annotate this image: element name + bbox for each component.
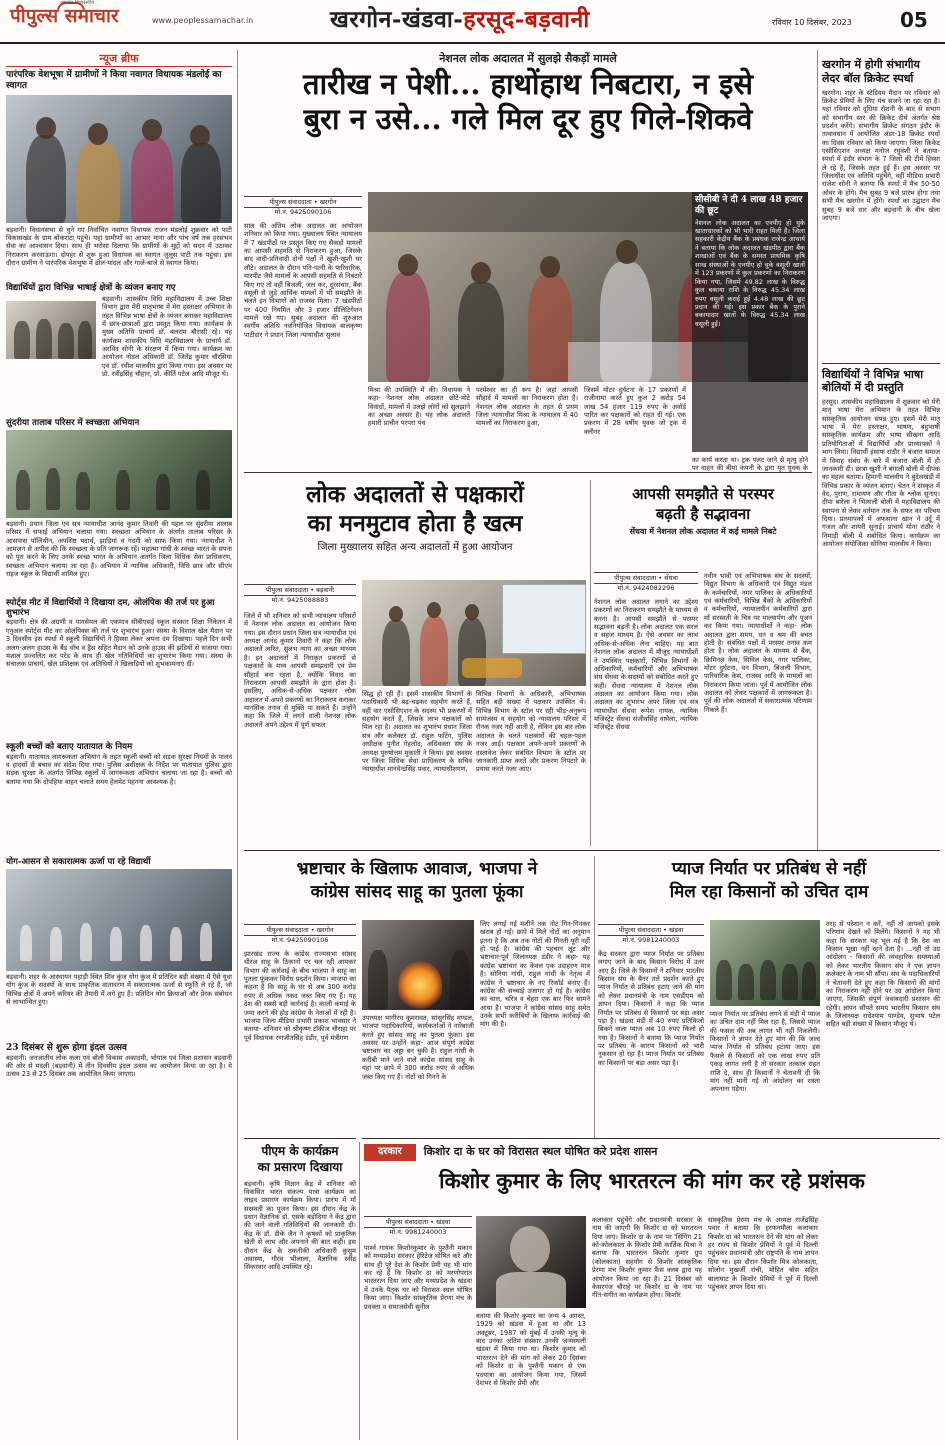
kishore-col-2: बताया की किशोर कुमार का जन्म 4 अगस्त, 1929 को खंडवा में हुआ था और 13 अक्टूबर, 1987 को मुंबई में उनकी मृत्यु के बाद उनका अंतिम संस्कार उनकी जन्मस्थली खंडवा में किया गया था। किशोर कुमार को भारतरत्न देने की मांग को लेकर 20 दिसंबर को किशोर दा के पुश्तैनी मकान से एक पदयात्रा का आयोजन किया गया, जिसमें देशभर से किशोर प्रेमी और [476, 1312, 586, 1387]
brief-5-headline: स्कूली बच्चों को बताए यातायात के नियम [6, 742, 133, 753]
onion-headline-line-1: प्याज निर्यात पर प्रतिबंध से नहीं [671, 859, 867, 879]
cricket-body: खरगोन। शहर के स्टेडियम मैदान पर रविवार को क्रिकेट प्रेमियों के लिए मंच सजने जा रहा रहा है। यहां रविवार को दूधिया रोशनी के बाद से संभाग को संभागीय स्तर की क्रिकेट दीर्घ अंतर्गत श्रेष्ठ प्रदर्शन करेंगे। संभागीय क्रिकेट संगठन इंदौर के तत्वावधान में आयोजित अंडर-18 क्रिकेट स्पर्धा का दिवस रविवार को किया जाएगा। जिला क्रिकेट एसोसिएशन अध्यक्ष मनोज रघुवंशी ने बताया- स्पर्धा में इंदौर संभाग के 7 जिलों की टीमें हिस्सा ले रहे हैं, जिसके तहत हुई हैं। इस अवसर पर जिलाधीश एवं अतिथि पहुंचेंगे, वहीं मीडिया प्रभारी राजेश सोनी ने बताया कि स्पर्धा में मैच 50-50 ओवर के होंगे। मैच सुबह 9 बजे प्रारंभ होगा तथा सभी मैच खरगोन में होंगे। स्पर्धा का उद्घाटन मैच सुबह 9 बजे धार और बड़वानी के बीच खेला जाएगा। [822, 88, 940, 222]
bjp-col-3: लिए लगाई गई मशीनें तक नोट गिन-गिनकर खराब हो गईं। छापे में मिले नोटों का अनुमान इतना है कि अब तक नोटों की गिनती पूरी नहीं हो पाई है। कांग्रेस की पहचान लूट और भ्रष्टाचार-पूर्व जिलाध्यक्ष डंडीर ने कहा- यह कांग्रेस भ्रष्टाचार का केवल एक उदाहरण मात्र है। सोनिया गांधी, राहुल गांधी के नेतृत्व में कांग्रेस ने भ्रष्टाचार के नए रिकॉर्ड बनाए हैं। कांग्रेस की सच्चाई उजागर हो गई है। कांग्रेस का चाल, चरित्र व चेहरा एक बार फिर सामने आया है। भाजपा ने कांग्रेस सांसद साहू समेत उनके सभी करीबियों के खिलाफ कार्रवाई की मांग की है। [480, 920, 590, 1029]
brief-6-body: बड़वानी। शहर के आस्थायन पहाड़ी स्थित शिव कुंज योग कुंज में प्रतिदिन बड़ी संख्या में ऐसे युवा योग कुंज के सदस्यों के साथ प्राकृतिक वातावरण में सकारात्मक ऊर्जा से स्फूर्ति ले रहे हैं, जो विभिन्न क्षेत्रों में अपने करियर की तैयारी में लगे हुए हैं। प्रतिदिन योग क्रियाओं और प्रेरक संबोधन से लाभान्वित हुए। [6, 972, 232, 1006]
sendhwa-reporter: पीपुल्स संवाददाता • सेंधवा [594, 572, 698, 584]
kishore-phone: मो.नं. 9981240003 [389, 1228, 447, 1237]
brand-tagline: आपका विश्वसनीय [60, 0, 95, 6]
farmers-photo [710, 920, 820, 1006]
kishore-tag: दरकार [364, 1144, 416, 1161]
barwani-photo [362, 580, 586, 686]
kishore-headline: किशोर कुमार के लिए भारतरत्न की मांग कर रहे प्रशंसक [439, 1167, 865, 1193]
kishore-story [364, 1144, 940, 1195]
box-headline: सीसीबी ने दी 4 लाख 48 हजार की छूट [695, 195, 803, 216]
barwani-byline [244, 584, 356, 605]
bjp-col-1: झारखंड राज्य के कांग्रेस राज्यसभा सांसद धीरज साहू के ठिकानों पर चल रही आयकर विभाग की कार्रवाई के बीच भाजपा ने साहू का पुतला फूंककर विरोध प्रदर्शन किया। भाजपा का कहना है कि साहू के घर से अब 300 करोड़ रुपए से अधिक नकद जब्त किए गए हैं। यह देश की सबसे बड़ी कार्रवाई है। काली कमाई के जमा करने की होड़ कांग्रेस के नेताओं में रही है। भाजपा जिला मीडिया प्रभारी प्रकाश भावसार ने बताया- शनिवार को श्रीकृष्ण टॉकीज चौराहा पर पूर्व विधायक रणजीतसिंह डंडीर, पूर्व मंत्रीगण [244, 950, 356, 1042]
kishore-col-1: पार्श्व गायक किशोरकुमार के पुश्तैनी मकान को मध्यप्रदेश सरकार हेरिटेज घोषित करे और साथ ही पूरे देश के किशोर प्रेमी यह भी मांग कर रहे हैं कि किशोर दा को मरणोपरांत भारतरत्न दिया जाए और मध्यप्रदेश के खंडवा में उनके पैतृक घर को विरासत स्थल घोषित किया जाए। किशोर सांस्कृतिक प्रेरणा मंच के प्रवक्ता व समाजसेवी सुनील [364, 1244, 472, 1311]
news-brief-label: न्यूज ब्रीफ [6, 52, 232, 67]
website[interactable]: www.peoplessamachar.in [152, 16, 254, 25]
lead-headline-line-2: बुरा न उसे... गले मिल दूर हुए गिले-शिकवे [303, 102, 753, 137]
right-column [822, 58, 940, 788]
lead-col-2: मिश्रा की उपस्थिति में की। विधायक ने कहा- नेशनल लोक अदालत छोटे-मोटे विवादों, मामलों में उलझे लोगों को सुलझाने का अच्छा अवसर है। यह लोक अदालतें हमारी प्राचीन परंपरा पंच [368, 386, 470, 428]
section-divider [244, 1138, 356, 1139]
kishore-kicker: किशोर दा के घर को विरासत स्थल घोषित करे प्रदेश शासन [423, 1145, 658, 1159]
page-number: 05 [900, 8, 928, 32]
pm-program-story [244, 1144, 356, 1420]
onion-phone: मो.नं. 9981240003 [622, 936, 680, 945]
kishore-kumar-photo [476, 1216, 586, 1308]
brief-7-body: बड़वानी। जनजातीय लोक कला एवं बोली विकास अकादमी, भोपाल एवं जिला प्रशासन बड़वानी की ओर से मदली (बड़वानी) में तीन दिवसीय इंदल उत्सव का आयोजन किया जा रहा है। ये उत्सव 23 से 25 दिसंबर तक आयोजित किया जाएगा। [6, 1053, 232, 1079]
barwani-headline-line-2: का मनमुटाव होता है खत्म [307, 510, 523, 538]
brief-2-body: बड़वानी। शासकीय विधि महाविद्यालय में उच्च शिक्षा विभाग द्वारा मेरी मातृभाषा में मेरा हस्ताक्षर अभियान के तहत विभिन्न भाषा क्षेत्रों के व्यंजन बनाकर महाविद्यालय में छात्र-छात्राओं द्वारा प्रस्तुत किया गया। कार्यक्रम के मुख्य अतिथि प्राचार्य डॉ. बलराम बौरासी रहे। यह कार्यक्रम शासकीय विधि महाविद्यालय के प्राचार्य डॉ. अरविंद सोनी के संरक्षण में किया गया। कार्यक्रम का आयोजन नोडल अधिकारी डॉ. जितेंद्र कुमार चौरसिया एवं डॉ. रवीश मालवीय द्वारा किया गया। इस अवसर पर प्रो. रवींद्रसिंह चौहान, प्रो. कीर्ति पटेल आदि मौजूद थे। [102, 294, 232, 379]
masthead [0, 0, 945, 44]
cricket-headline: खरगोन में होगी संभागीय लेदर बॉल क्रिकेट स्पर्धा [822, 58, 920, 85]
harsud-headline: विद्यार्थियों ने विभिन्न भाषा बोलियों में दी प्रस्तुति [822, 367, 924, 395]
column-divider [359, 1142, 360, 1440]
brief-3-body: बड़वानी। प्रधान जिला एवं सत्र न्यायाधीश आनंद कुमार तिवारी की पहल पर सुंदरीया तालाब परिसर में सफाई अभियान चलाया गया। स्वच्छता अभियान के अंतर्गत तालाब परिसर के आसपास पॉलिथीन, अपशिष्ट पदार्थ, झाड़ियां व गंदगी को साफ किया गया। न्यायाधीश ने आमजन से अपील की कि स्वच्छता के प्रति जागरूक रहें। महात्मा गांधी के स्वच्छ भारत के सपना को पूरा करने के लिए उनके स्वच्छ भारत के अभियान अंतर्गत जिला विधिक सेवा प्राधिकरण, स्वच्छता अभियान चलाया जा रहा है। अभियान में न्यायिक अधिकारी, विधि छात्र और सीएम राइज स्कूल के विद्यार्थी शामिल हुए। [6, 520, 232, 579]
brief-3-photo [6, 430, 232, 518]
column-divider [594, 856, 595, 1138]
sendhwa-subhead: सेंधवा में नेशनल लोक अदालत में कई मामले निबटे [629, 526, 777, 536]
column-divider [237, 50, 238, 1440]
brief-6-headline: योग-आसन से सकारात्मक ऊर्जा पा रहे विद्यार्थी [6, 856, 151, 867]
brief-3-headline: सुंदरीया तालाब परिसर में स्वच्छता अभियान [6, 417, 140, 428]
bjp-col-2: उपाध्यक्ष भागीरथ कुमरावत, सांसुरसिंह मण्डल, भाजपा पदाधिकारियों, कार्यकर्ताओं ने नारेबाजी करते हुए सांसद साहू का पुतला फूंका। इस अवसर पर उन्होंने कहा- आज संपूर्ण कांग्रेस भ्रष्टाचार का अड्डा बन चुकी है। राहुल गांधी के करीबी माने जाने वाले कांग्रेस सांसद साहू के यहां पर छापे में 300 करोड़ रुपए से अधिक जब्त किए गए हैं। नोटों को गिनने के [362, 1014, 474, 1081]
bjp-story [244, 858, 590, 904]
bjp-byline [244, 924, 356, 945]
lead-phone: मो.नं. 9425090106 [274, 208, 332, 217]
kishore-col-4: सांस्कृतिक प्रेरणा मंच के अध्यक्ष राजेंद्रसिंह पवार ने बताया कि हरफनमौला कलाकार किशोर दा को भारतरत्न देने की मांग को लेकर हर राज्य से किशोर प्रेमियों ने पूर्व में दिल्ली पहुंचकर प्रधानमंत्री और राष्ट्रपति के नाम ज्ञापन दिया था। इस दौरान किशोर मित्र कोलकाता, सोलोन मुखर्जी रांची, मोहित बोस सहित बालाघाट के किशोर प्रेमियों ने पूर्व में दिल्ली पहुंचकर ज्ञापन दिया था। [708, 1216, 818, 1291]
pm-headline-line-1: पीएम के कार्यक्रम [261, 1144, 339, 1158]
section-divider [244, 850, 940, 851]
sendhwa-phone: मो.नं. 9424082296 [617, 584, 675, 593]
bjp-reporter: पीपुल्स संवाददाता • खरगोन [244, 924, 356, 936]
bjp-headline-line-2: कांग्रेस सांसद साहू का पुतला फूंका [310, 882, 524, 903]
bjp-phone: मो.नं. 9425090106 [271, 936, 329, 945]
brand-logo: पीपुल्स समाचार [10, 5, 119, 27]
pm-headline-line-2: का प्रसारण दिखाया [257, 1159, 343, 1174]
lead-headline-line-1: तारीख न पेशी... हाथोंहाथ निबटारा, न इसे [303, 67, 753, 102]
lead-kicker: नेशनल लोक अदालत में सुलझे सैकड़ों मामले [439, 52, 617, 65]
lead-reporter: पीपुल्स संवाददाता • खरगोन [244, 196, 362, 208]
brief-6-photo [6, 869, 232, 971]
region-title-a: खरगोन-खंडवा- [330, 6, 464, 33]
column-divider [817, 50, 818, 850]
brief-2-photo [6, 301, 96, 359]
sendhwa-headline-line-1: आपसी समझौते से परस्पर [632, 485, 774, 503]
box-body: नेशनल लोक अदालत का एनपीए हो चुके खाताधारकों को भी भारी राहत मिली है। जिला सहकारी केंद्रीय बैंक के प्रबंधक राजेन्द्र आचार्य ने बताया कि लोक अदालत खंडपीठ द्वारा बैंक शाखाओं एवं बैंक के समस्त प्राथमिक कृषि साख संस्थाओं के एनपीए हो चुके वसूली खातों में 123 प्रकरणों में कुल प्रकरणों का निराकरण किया गया, जिसमें 49.82 लाख के विरुद्ध कुल बकाया राशि के विरुद्ध 45.34 लाख रुपए वसूली कराई हुई 4.48 लाख की छूट प्रदान की गई। इस प्रकार बैंक के पुराने बकायादार खातों के विरुद्ध 45.34 लाख वसूली हुई। [695, 218, 805, 328]
onion-byline [598, 924, 704, 945]
barwani-reporter: पीपुल्स संवाददाता • बड़वानी [244, 584, 356, 596]
brief-4-body: बड़वानी। क्षेत्र की अग्रणी व पानसेमल की एकमात्र सीबीएसई स्कूल संस्कार शिक्षा निकेतन में एनुअल स्पोर्ट्स मीट का ओलंपिक्स की तर्ज पर शुभारंभ हुआ। संस्था के विशाल खेल मैदान पर 3 दिवसीय इस स्पर्धा में स्कूली विद्यार्थियों ने हिस्सा लेकर अपना दम दिखाया। पहले दिन सभी अलग-अलग हाउस के बैंड वॉच व ड्रैस सहित मैदान को उनके हाउस की झंडियों से सजाया गया। मशाल प्रज्वलित कर परेड के साथ ही खेल गतिविधियों का शुभारंभ किया गया। संस्था के संचालक प्राचार्य, खेल प्रशिक्षक एवं अतिथियों ने खिलाड़ियों को शुभकामनाएं दीं। [6, 618, 232, 669]
barwani-col-3: विभिन्न विभागों के अधिकारी, अभिभाषक सहित बड़ी संख्या में पक्षकार उपस्थित थे। विभिन्न विभाग के स्टॉल पर रही भीड़-अनुरूप सामंजस्य व सहयोग को न्यायालय परिसर में रौनक नजर नहीं आती है, लेकिन इस बार लोक अदालत के चलते पक्षकारों की चहल-पहल नजर आई। पक्षकार अपने-अपने प्रकरणों के दस्तावेज लेकर संबंधित विभाग के स्टॉल पर जानकारी प्राप्त करते और प्रकरण निपटारे के प्रयास करते नजर आए। [476, 690, 586, 774]
lead-col-4: जिसमें मोटर दुर्घटना के 17 प्रकरणों में राजीनामा करते हुए कुल 2 करोड़ 54 लाख 54 हजार 119 रुपए के अवॉर्ड पारित कर पक्षकारों को राहत दी गई। एक प्रकरण में 28 वर्षीय युवक जो ट्रक में क्लीनर [584, 386, 686, 436]
news-brief-column [6, 52, 232, 1096]
onion-col-1: केंद्र सरकार द्वारा प्याज निर्यात पर प्रतिबंध लगाए जाने के बाद किसान विरोध में उतर आए हैं। जिले के किसानों ने शनिवार भारतीय किसान संघ के बैनर तले प्रदर्शन करते हुए प्याज निर्यात से प्रतिबंध हटाए जाने की मांग को लेकर प्रधानमंत्री के नाम एसडीएम को ज्ञापन दिया। किसानों ने कहा कि प्याज निर्यात पर प्रतिबंध से किसानों पर बड़ा असर पड़ा है। खंडवा मंडी में 40 रुपए प्रतिकिलो बिकने वाला प्याज अब 10 रुपए किलो हो गया है। किसानों ने बताया कि प्याज निर्यात पर प्रतिबंध के कारण किसानों को भारी नुकसान हो रहा है। प्याज निर्यात पर प्रतिबंध का किसानों पर बड़ा असर पड़ा है। [598, 950, 704, 1067]
brief-4-headline: स्पोर्ट्स मीट में विद्यार्थियों ने दिखाया दम, ओलंपिक की तर्ज पर हुआ शुभारंभ [6, 598, 215, 619]
kishore-reporter: पीपुल्स संवाददाता • खंडवा [364, 1216, 472, 1228]
barwani-col-2: सिद्ध हो रही हैं। इसमें शासकीय विभागों के पदाधिकारी भी बढ़-चढ़कर सहयोग करते हैं, वहीं वार एसोसिएशन के सदस्य भी प्रकरणों में सहयोग करते हैं, जिसके लाभ पक्षकारों को मिल रहा है। अदालत का शुभारंभ प्रधान जिला सत्र और कलेक्टर डॉ. राहुल फटिंग, पुलिस अधीक्षक पुनीत गेहलोद, अधिवक्ता संघ के अध्यक्ष पुरुषोत्तम मुकाती ने किया। इस अवसर पर जिला विधिक सेवा प्राधिकरण के सचिव न्यायाधीश मानवेन्द्रसिंह पवार, न्यायाधीशगण, [362, 690, 472, 774]
barwani-phone: मो.नं. 9425088883 [271, 596, 329, 605]
kishore-col-3: कलाकार पहुंचेंगे और प्रधानमंत्री सरकार के नाम की जाएगी कि किशोर दा को भारतरत्न दिया जाए। किशोर दा के नाम पर 'सिंगिंग 21 को-कोलकाता के किशोर प्रेमी कार्तिक मिश्रा ने बताया कि भारतरत्न किशोर कुमार ग्रुप (कोलकाता) सहयोग से किशोर सांस्कृतिक प्रेरणा मंच किशोर कुमार फैंस क्लब द्वारा यह आयोजन किया जा रहा है। 21 दिसंबर को केसरगंज चौराहे पर किशोर दा के नाम पर गीत-संगीत का कार्यक्रम होगा। किशोर [592, 1216, 702, 1300]
pm-body: बड़वानी। कृषि विज्ञान केंद्र में शनिवार को विकसित भारत संकल्प यात्रा कार्यक्रम का लाइव प्रसारण कार्यक्रम किया। प्रारंभ में माँ सरस्वती का पूजन किया। इस दौरान केंद्र के प्रधान वैज्ञानिक डॉ. एसके बड़ोदिया ने केंद्र द्वारा की जाने वाली गतिविधियों की जानकारी दी। केंद्र के डॉ. डीके जैन ने कृषकों को प्राकृतिक खेती से लाभ और अपनाने की बात कही। इस दौरान केंद्र के तकनीकी अधिकारी कुसुम अवास्या, गौरव भीलाला, वैज्ञानिक रवींद्र सिकरवार आदि उपस्थित रहे। [244, 1179, 356, 1272]
barwani-subhead: जिला मुख्यालय सहित अन्य अदालतों में हुआ आयोजन [317, 541, 513, 553]
lead-byline [244, 196, 362, 217]
onion-col-3: तरह से परेशान न करें, नहीं तो आपको इसके परिणाम देखने को मिलेंगे। किसानों ने यह भी कहा कि सरकार यह भूल गई है कि देश का किसान भूखा नहीं रहने देता है। ...नहीं तो उग्र आंदोलन - किसानों की व्यवहारिक समस्याओं को लेकर भारतीय किसान संघ ने एक ज्ञापन कलेक्टर के नाम भी सौंपा। संघ के पदाधिकारियों ने चेतावनी देते हुए कहा कि किसानों की मांगों का निराकरण नहीं होने पर उग्र आंदोलन किया जाएगा, जिसकी संपूर्ण जवाबदारी प्रशासन की रहेगी। ज्ञापन सौंपते समय भारतीय किसान संघ के जिलाध्यक्ष राधेश्याम पाण्डेय, सुभाष पटेल सहित बड़ी संख्या में किसान मौजूद थे। [826, 920, 940, 1029]
brief-1-photo [6, 95, 232, 223]
cooperative-bank-box [692, 192, 808, 452]
lead-col-3: परमेश्वर का ही रूप है। जहां आपसी सौहार्द में मामलों का निराकरण होता है। नेशनल लोक अदालत के तहत से प्रथम जिला न्यायाधीश मिश्रा के न्यायालय में 40 मामलों का निराकरण हुआ, [476, 386, 578, 428]
brief-1-headline: पारंपरिक वेशभूषा में ग्रामीणों ने किया नवागत विधायक मंडलोई का स्वागत [6, 70, 222, 91]
section-divider [362, 1138, 940, 1139]
sendhwa-headline-line-2: बढ़ती है सद्भावना [655, 505, 751, 524]
onion-headline-line-2: मिल रहा किसानों को उचित दाम [669, 882, 869, 903]
sendhwa-col-1: नेशनल लोक अदालत लगाने का उद्देश्य प्रकरणों का निराकरण समझौते के माध्यम से करना है। आपसी समझौते से परस्पर सद्भावना बढ़ती है। लोक अदालत एक सरल व सहज माध्यम है। ऐसे अवसर का लाभ अधिक-से-अधिक लेना चाहिए। यह बात नेशनल लोक अदालत में मौजूद न्यायाधीशों ने उपस्थित पक्षकारों, विभिन्न विभागों के अधिकारियों, कर्मचारियों और अभिभाषक संघ सेंधवा के सदस्यों को संबोधित करते हुए कही। सेंधवा न्यायालय में नेशनल लोक अदालत का आयोजन किया गया। लोक अदालत का शुभारंभ अपर जिला एवं सत्र न्यायाधीश सेंधवा रूपेश नायक, न्यायिक मजिस्ट्रेट सेंधवा संजीवसिंह वाघेला, न्यायिक मजिस्ट्रेट सेंधवा [594, 598, 698, 732]
harsud-body: हरसूद। शासकीय महाविद्यालय में शुक्रवार को मेरी मातृ भाषा मेरा अभिमान के तहत विभिन्न सांस्कृतिक आयोजन संपन्न हुए। इसमें मेरी मातृ भाषा में मेरा हस्ताक्षर, भाषण, बहुभाषी सांस्कृतिक कार्यक्रम और भाषा सीखना आदि प्रतियोगिताओं में विद्यार्थियों और प्राध्यापकों ने भाग लिया। विद्यार्थी इंसाफ राठौर ने बंजारा समाज में विवाह संबंध के बारे में बंजारा बोली में ही जानकारी दी। छात्रा खुशी ने बंगाली बोली में दीपक का महत्व बताया। हिमानी मालवीय ने बुंदेलखंडी में विभिन्न प्रकार के व्यंजन बताए। चेतन ने संस्कृत में वेद, पुराण, रामायण और गीता के श्लोक सुनाए। दीपा बारेला ने भिलाली बोली में महाविद्यालय की स्थापना से लेकर वर्तमान तक के सफर का परिचय दिया। प्राध्यापकों में अफसाना खान ने उर्दू में गजल और शायरी सुनाई। प्राचार्य मोना राठौर ने निमाड़ी बोली में संबोधित किया। कार्यक्रम का आयोजन संयोजिका सोनिया मालवीय ने किया। [822, 398, 940, 549]
onion-story [598, 858, 940, 904]
issue-date: रविवार 10 दिसंबर, 2023 [772, 18, 852, 27]
sendhwa-byline [594, 572, 698, 593]
brief-1-body: बड़वानी। विधानसभा से चुने गए निर्वाचित नवागत विधायक राजन मंडलोई शुक्रवार को पाटी विकासखंड के ग्राम बोकराटा पहुंचे। यहां ग्रामीणों का आभार माना और पांच वर्ष तक हरसंभव सेवा का आश्वासन दिया। साथ ही भरोसा दिलाया कि ग्रामीणों के मुद्दों को सदन में उठाकर निराकरण करवाऊंगा। दोपहर से शुरू हुआ विधायक का स्वागत जुलूस पाटी तक पहुंचा। इस दौरान ग्रामीण ने पारंपरिक वेशभूषा में ढोल-मांदल और गाजे-बाजे से स्वागत किया। [6, 225, 232, 268]
bjp-headline-line-1: भ्रष्टाचार के खिलाफ आवाज, भाजपा ने [296, 859, 538, 879]
barwani-story [244, 480, 586, 555]
onion-col-2: प्याज निर्यात पर प्रतिबंध लगने से मंडी में प्याज का उचित दाम नहीं मिल रहा है, जिससे प्याज की फसल की अब लागत भी नहीं निकलेगी। किसानों ने ज्ञापन देते हुए मांग की कि जल्द प्याज निर्यात से प्रतिबंध हटाया जाए। इस फैसले से किसानों को एक लाख रुपए प्रति एकड़ लागत लगी है तो सरकार तत्काल राहत राशि दे, साथ ही किसानों ने चेतावनी दी कि मांग नहीं मानी गई तो आंदोलन का रास्ता अपनाना पड़ेगा। [710, 1010, 820, 1094]
brief-2-headline: विद्यार्थियों द्वारा विभिन्न भाषाई क्षेत्रों के व्यंजन बनाए गए [6, 282, 176, 293]
lead-story [244, 52, 812, 138]
sendhwa-story [594, 484, 812, 537]
kishore-byline [364, 1216, 472, 1237]
effigy-photo [362, 920, 474, 1010]
lead-col-5: का कार्य करता था। ट्रक पलट जाने से मृत्यु होने पर वाहन की बीमा कंपनी के द्वारा मृत युवक के [692, 456, 808, 472]
lead-col-1: साल की अंतिम लोक अदालत का आयोजन शनिवार को किया गया। मुख्यालय स्थित न्यायालय में 7 खंडपीठों पर प्रस्तुत किए गए सैकड़ों मामलों का आपसी सहमति से निराकरण हुआ, जिसके बाद वादी-प्रतिवादी दोनों पक्षों ने खुशी-खुशी घर लौटे। अदालत के दौरान पति-पत्नी के पारिवारिक, मारपीट जैसे मामलों के आपसी सहमति से निबटारे किए गए तो वहीं बिजली, जल कर, दूरसंचार, बैंक वसूली से जुड़े आर्थिक मामलों में भी समझौते के चलते इन विभागों को राजस्व मिला। 7 खंडपीठों पर 400 नियमित और 3 हजार प्रीलिटिगेशन मामले रखे गए। सुबह अदालत की शुरुआत स्वर्गीय अतिथि नवनियोजित विधायक बालकृष्ण पाटीदार ने प्रधान जिला न्यायाधीश सुलाव [244, 222, 362, 339]
onion-reporter: पीपुल्स संवाददाता • खंडवा [598, 924, 704, 936]
brief-7-headline: 23 दिसंबर से शुरू होगा इंदल उत्सव [6, 1042, 127, 1053]
brief-5-body: बड़वानी। यातायात जागरूकता अभियान के तहत स्कूली बच्चों को सड़क सुरक्षा नियमों के पालन व हादसों से बचाव का संदेश दिया गया। पुलिस अधीक्षक के निर्देश पर यातायात पुलिस द्वारा सड़क सुरक्षा के अंतर्गत विभिन्न स्कूलों में जागरूकता अभियान चलाया जा रहा है। बच्चों को बताया गया कि दोपहिया वाहन चलाते समय हेलमेट पहनना आवश्यक है। [6, 752, 232, 786]
barwani-col-1: जिले में भी शनिवार को सभी न्यायालय परिसरों में नेशनल लोक अदालत का आयोजन किया गया। इस दौरान प्रधान जिला सत्र न्यायाधीश एवं अध्यक्ष आनंद कुमार तिवारी ने कहा कि लोक अदालतें त्वरित, सुलभ न्याय का अच्छा माध्यम है। इन अदालतों में निराकृत प्रकरणों से पक्षकारों के मध्य आपसी समझदारी एवं प्रेम सौहार्द बना रहता है, क्योंकि विवाद का निराकरण आपसी समझौते के द्वारा होता है। इसलिए, अधिक-से-अधिक पक्षकार लोक अदालत में अपने प्रकरणों का निराकरण कराकर मानसिक तनाव से मुक्ति पा सकते हैं। उन्होंने कहा कि जिले में लगने वाली नेशनल लोक अदालतें अपने उद्देश्य में पूर्ण सफल [244, 612, 356, 729]
sendhwa-col-2: नवीन भावी एवं अभिभाषक संघ के सदस्यों, विद्युत विभाग के अधिकारी एवं विद्युत मंडल के कर्मचारियों, नगर पालिका के अधिकारियों एवं कर्मचारियों, विभिन्न बैंकों के अधिकारियों व कर्मचारियों, न्यायालयीन कर्मचारियों द्वारा माँ सरस्वती के चित्र पर माल्यार्पण और पूजन कर किया गया। न्यायाधीशों ने कहा- लोक अदालत द्वारा समय, धन व श्रम की बचत होती है। संबंधित पक्षों में परस्पर तनाव कम होता है। लोक अदालत के माध्यम से बैंक, क्रिमिनल केस, सिविल केस, नगर पालिका, मोटर दुर्घटना, वन विभाग, बिजली विभाग, पारिवारिक केस, राजस्व आदि के मामलों का निराकरण किया जाता। पूर्व में आयोजित लोक अदालत को लेकर पक्षकारों में जागरूकता है। पूर्व की लोक अदालतों में सकारात्मक परिणाम निकले हैं। [704, 572, 812, 714]
barwani-headline-line-1: लोक अदालतों से पक्षकारों [306, 481, 524, 508]
region-title [330, 5, 590, 34]
region-title-b: हरसूद-बड़वानी [463, 6, 590, 33]
column-divider [590, 480, 591, 846]
section-divider [244, 472, 812, 473]
